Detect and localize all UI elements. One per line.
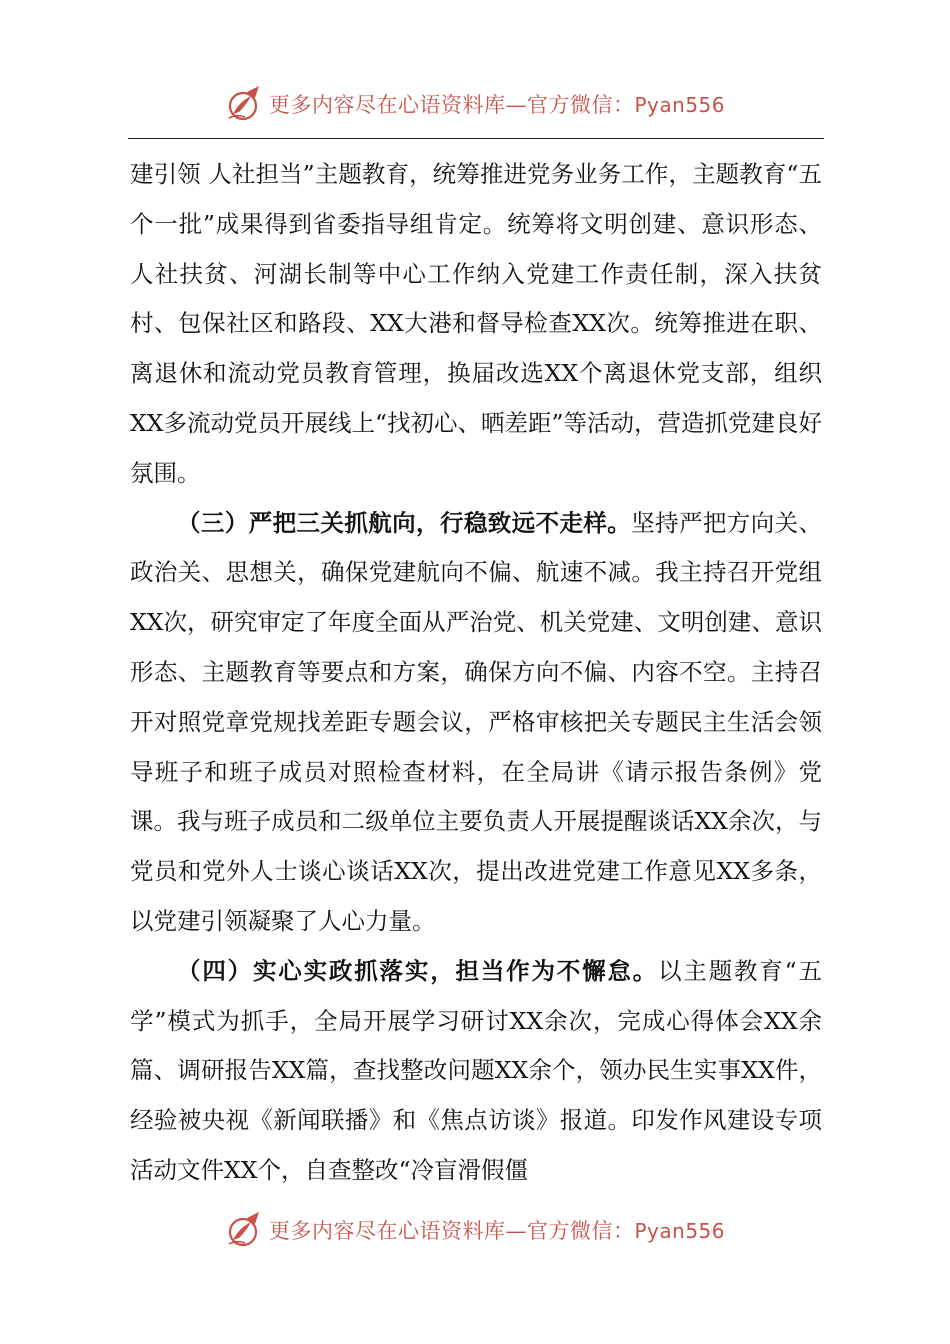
body-paragraph: 建引领 人社担当”主题教育，统筹推进党务业务工作，主题教育“五个一批”成果得到省委指导组肯定。统筹将文明创建、意识形态、人社扶贫、河湖长制等中心工作纳入党建工作责任制，深入扶贫村、包保社区和路段、XX大港和督导检查XX次。统筹推进在职、离退休和流动党员教育管理，换届改选XX个离退休党支部，组织XX多流动党员开展线上“找初心、晒差距”等活动，营造抓党建良好氛围。 (130, 160, 822, 487)
header-site-name: 更多内容尽在心语资料库 (268, 93, 506, 117)
header-separator: — (505, 93, 527, 117)
footer-site-name: 更多内容尽在心语资料库 (268, 1219, 506, 1243)
header-divider (128, 138, 824, 139)
footer-contact-id: Pyan556 (634, 1219, 725, 1243)
footer-separator: — (505, 1219, 527, 1243)
footer-banner (0, 1208, 950, 1252)
pen-writing-icon (225, 1210, 265, 1250)
section-3-text: 坚持严把方向关、政治关、思想关，确保党建航向不偏、航速不减。我主持召开党组XX次，研究审定了年度全面从严治党、机关党建、文明创建、意识形态、主题教育等要点和方案，确保方向不偏、内容不空。主持召开对照党章党规找差距专题会议，严格审核把关专题民主生活会领导班子和班子成员对照检查材料，在全局讲《请示报告条例》党课。我与班子成员和二级单位主要负责人开展提醒谈话XX余次，与党员和党外人士谈心谈话XX次，提出改进党建工作意见XX多条，以党建引领凝聚了人心力量。 (130, 508, 823, 935)
section-4-heading: （四）实心实政抓落实，担当作为不懈怠。 (177, 956, 659, 985)
pen-writing-icon (225, 84, 265, 124)
header-contact-id: Pyan556 (634, 93, 725, 117)
section-3-paragraph (130, 499, 822, 947)
section-4-text: 以主题教育“五学”模式为抓手，全局开展学习研讨XX余次，完成心得体会XX余篇、调研报告XX篇，查找整改问题XX余个，领办民生实事XX件，经验被央视《新闻联播》和《焦点访谈》报道。印发作风建设专项活动文件XX个，自查整改“冷盲滑假僵 (130, 956, 823, 1184)
header-text (269, 89, 725, 119)
section-4-paragraph (130, 947, 822, 1196)
document-body (130, 150, 822, 1196)
section-3-heading: （三）严把三关抓航向，行稳致远不走样。 (177, 508, 632, 537)
footer-contact-label: 官方微信： (526, 1219, 635, 1243)
footer-text (269, 1215, 725, 1245)
header-banner (0, 82, 950, 126)
header-contact-label: 官方微信： (526, 93, 635, 117)
